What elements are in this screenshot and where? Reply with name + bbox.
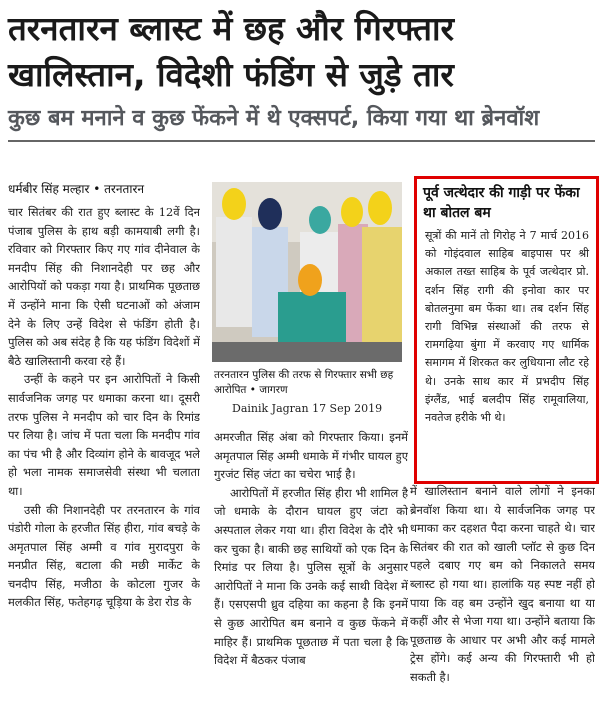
paragraph: उन्हीं के कहने पर इन आरोपितों ने किसी सार्वजनिक जगह पर धमाका करना था। दूसरी तरफ पुलिस ने मनदीप को चार दिन के रिमांड पर लिया है। जांच में पता चला कि मनदीप गांव का पंच भी है और दिव्यांग होने के बावजूद भले हो भला नामक समाजसेवी संस्था भी चलाता था।	[8, 372, 200, 498]
accused-group-photo	[212, 182, 402, 362]
headline-divider	[8, 140, 595, 142]
article-column-3	[410, 482, 595, 721]
headline-line-2: खालिस्तान, विदेशी फंडिंग से जुड़े तार	[8, 55, 454, 94]
subheadline: कुछ बम मनाने व कुछ फेंकने में थे एक्सपर्ट, किया गया था ब्रेनवॉश	[8, 106, 540, 131]
paragraph: आरोपितों में हरजीत सिंह हीरा भी शामिल है जो धमाके के दौरान घायल हुए जंटा को अस्पताल लेकर गया था। हीरा विदेश के दौरे भी कर चुका है। बाकी छह साथियों को एक दिन के रिमांड पर लिया है। पुलिस सूत्रों के अनुसार आरोपितों ने माना कि उनके कई साथी विदेश में हैं। एसएसपी ध्रुव दहिया का कहना है कि इनमें से कुछ आरोपित बम बनाने व कुछ फेंकने में माहिर हैं। प्राथमिक पूछताछ में पता चला है कि विदेश में बैठकर पंजाब	[214, 485, 408, 668]
article-column-1	[8, 203, 200, 721]
photo-caption: तरनतारन पुलिस की तरफ से गिरफ्तार सभी छह आरोपित • जागरण	[214, 369, 394, 396]
sidebar-box-title: पूर्व जत्थेदार की गाड़ी पर फेंका था बोतल बम	[423, 185, 580, 221]
paragraph: चार सितंबर की रात हुए ब्लास्ट के 12वें दिन पंजाब पुलिस के हाथ बड़ी कामयाबी लगी है। रविवार को गिरफ्तार किए गए गांव दीनेवाल के मनदीप सिंह की निशानदेही पर छह और आरोपियों को पकड़ा गया है। प्राथमिक पूछताछ में उन्होंने माना कि ऐसी घटनाओं को अंजाम देने के लिए उन्हें विदेश से फंडिंग होती है। पुलिस को अब संदेह है कि यह फंडिंग विदेशों में बैठे खालिस्तानी करवा रहे हैं।	[8, 205, 200, 368]
highlighted-sidebar-box	[414, 176, 599, 484]
source-watermark: Dainik Jagran 17 Sep 2019	[232, 402, 383, 415]
paragraph: उसी की निशानदेही पर तरनतारन के गांव पंडोरी गोला के हरजीत सिंह हीरा, गांव बचड़े के अमृतपाल सिंह अम्मी व गांव मुरादपुरा के मनप्रीत सिंह, बटाला की मछी मार्केट के चनदीप सिंह, मजीठा के कोटला गुजर के मलकीत सिंह, फतेहगढ़ चूड़िया के डेरा रोड के	[8, 502, 200, 610]
article-column-2	[214, 428, 408, 721]
paragraph: अमरजीत सिंह अंबा को गिरफ्तार किया। इनमें अमृतपाल सिंह अम्मी धमाके में गंभीर घायल हुए गुरजंट सिंह जंटा का चचेरा भाई है।	[214, 430, 408, 482]
headline-line-1: तरनतारन ब्लास्ट में छह और गिरफ्तार	[8, 9, 454, 48]
byline: धर्मबीर सिंह मल्हार • तरनतारन	[8, 182, 145, 196]
paragraph: में खालिस्तान बनाने वाले लोगों ने इनका ब्रेनवॉश किया था। ये सार्वजनिक जगह पर धमाका कर दहशत पैदा करना चाहते थे। चार सितंबर की रात को खाली प्लॉट से कुछ दिन पहले दबाए गए बम को निकालते समय ब्लास्ट हो गया था। हालांकि यह स्पष्ट नहीं हो पाया कि वह बम उन्होंने खुद बनाया था या कहीं और से भेजा गया था। उन्होंने बताया कि पूछताछ के आधार पर अभी और कई मामले ट्रेस होंगे। कई अन्य की गिरफ्तारी भी हो सकती है।	[410, 484, 595, 684]
sidebar-box-body: सूत्रों की मानें तो गिरोह ने 7 मार्च 2016 को गोइंदवाल साहिब बाइपास पर श्री अकाल तख्त साहिब के पूर्व जत्थेदार प्रो. दर्शन सिंह रागी की इनोवा कार पर बोतलनुमा बम फेंका था। तब दर्शन सिंह रागी विभिन्न संस्थाओं की तरफ से रामगढ़िया बुंगा में करवाए गए धार्मिक समागम में शिरकत कर लुधियाना लौट रहे थे। उनके साथ कार में प्रभदीप सिंह इंग्लैंड, भाई बलदीप सिंह रामूवालिया, नवतेज हरीके भी थे।	[425, 229, 589, 425]
news-photo	[212, 182, 402, 362]
